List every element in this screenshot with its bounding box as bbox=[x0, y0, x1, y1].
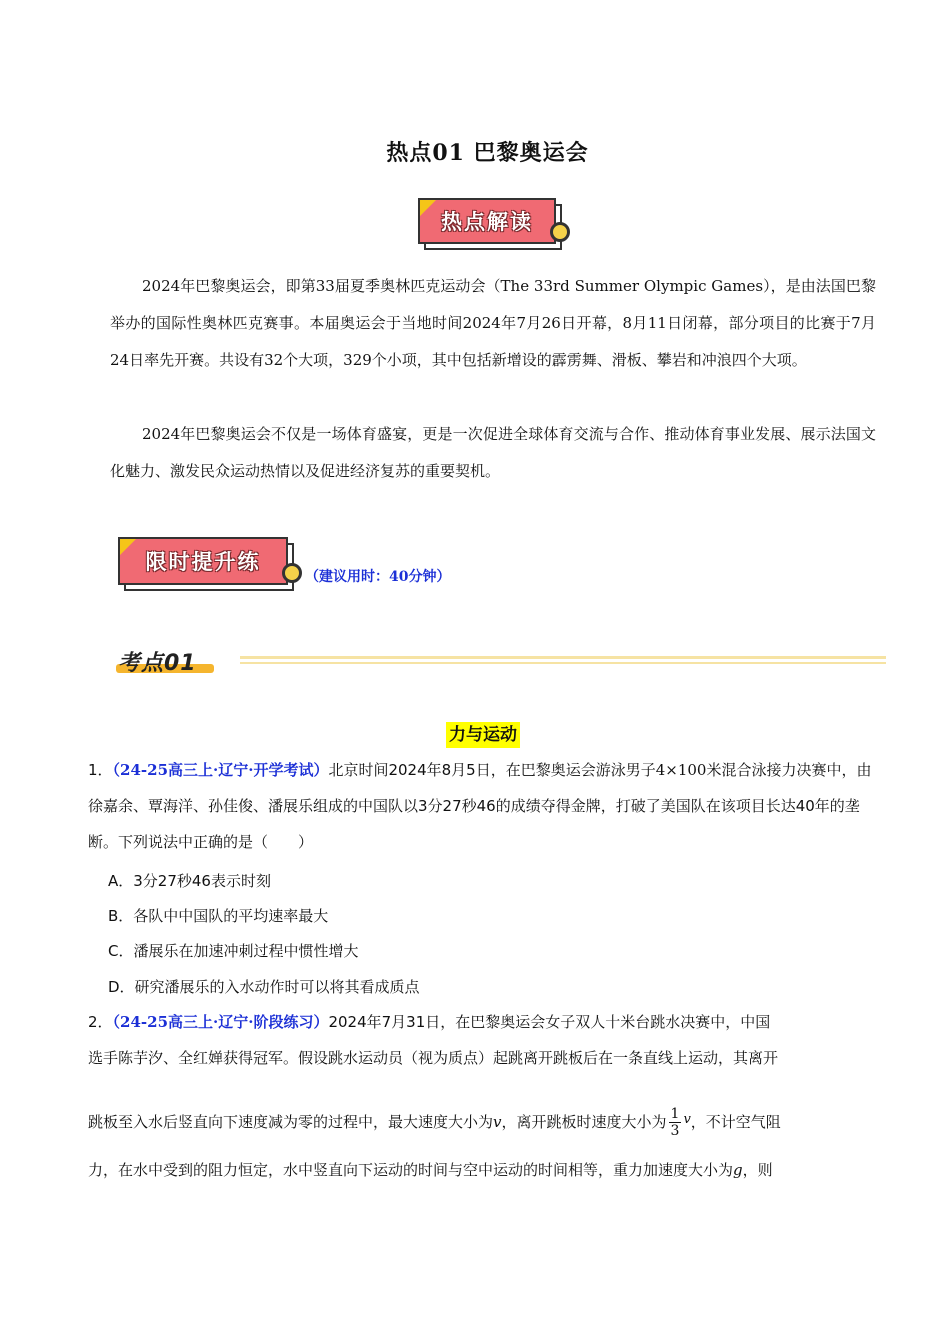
option-a: A．3分27秒46表示时刻 bbox=[108, 872, 271, 890]
question-text: 北京时间2024年8月5日，在巴黎奥运会游泳男子 bbox=[328, 761, 656, 779]
fraction bbox=[669, 1106, 682, 1139]
question-text: ，则 bbox=[742, 1161, 773, 1179]
fraction-numerator: 1 bbox=[670, 1106, 680, 1122]
divider-line bbox=[240, 656, 886, 659]
banner-label: 热点解读 bbox=[418, 198, 556, 244]
question-2 bbox=[88, 1004, 878, 1076]
fraction-denominator: 3 bbox=[670, 1123, 680, 1139]
option-c: C．潘展乐在加速冲刺过程中惯性增大 bbox=[108, 942, 359, 960]
question-1 bbox=[88, 752, 878, 860]
option-d: D．研究潘展乐的入水动作时可以将其看成质点 bbox=[108, 978, 420, 996]
hotspot-reading-banner bbox=[418, 198, 556, 244]
ring-icon bbox=[550, 222, 570, 242]
exam-point-label: 考点01 bbox=[118, 651, 197, 676]
page-title: 热点01 巴黎奥运会 bbox=[386, 140, 589, 166]
question-number: 2． bbox=[88, 1013, 113, 1031]
question-text: ，不计空气阻 bbox=[690, 1113, 781, 1131]
question-source: （24-25高三上·辽宁·开学考试） bbox=[112, 761, 329, 779]
question-text: 跳板至入水后竖直向下速度减为零的过程中，最大速度大小为 bbox=[88, 1113, 494, 1131]
question-2-line-4 bbox=[88, 1152, 878, 1188]
pin-icon bbox=[420, 200, 436, 216]
divider-line bbox=[240, 662, 886, 664]
timed-practice-banner bbox=[118, 537, 288, 585]
option-b: B．各队中中国队的平均速率最大 bbox=[108, 907, 329, 925]
question-line bbox=[88, 1004, 878, 1040]
question-text: 力，在水中受到的阻力恒定，水中竖直向下运动的时间与空中运动的时间相等，重力加速度大小为 bbox=[88, 1161, 734, 1179]
intro-paragraph-1: 2024年巴黎奥运会，即第33届夏季奥林匹克运动会（The 33rd Summer Olympic Games），是由法国巴黎举办的国际性奥林匹克赛事。本届奥运会于当地时间2024年7月26日开幕，8月11日闭幕，部分项目的比赛于7月24日率先开赛。共设有32个大项，329个小项，其中包括新增设的霹雳舞、滑板、攀岩和冲浪四个大项。 bbox=[110, 277, 876, 369]
question-line: 选手陈芋汐、全红婵获得冠军。假设跳水运动员（视为质点）起跳离开跳板后在一条直线上运动，其离开 bbox=[88, 1049, 779, 1067]
intro-paragraph-2: 2024年巴黎奥运会不仅是一场体育盛宴，更是一次促进全球体育交流与合作、推动体育事业发展、展示法国文化魅力、激发民众运动热情以及促进经济复苏的重要契机。 bbox=[110, 425, 876, 480]
variable-v: v bbox=[683, 1112, 691, 1127]
pin-icon bbox=[120, 539, 136, 555]
variable-v: v bbox=[493, 1113, 502, 1131]
banner-label: 限时提升练 bbox=[118, 537, 288, 585]
ring-icon bbox=[282, 563, 302, 583]
question-number: 1． bbox=[88, 761, 113, 779]
math-expression: 4×100 bbox=[655, 761, 707, 779]
question-source: （24-25高三上·辽宁·阶段练习） bbox=[112, 1013, 329, 1031]
section-title: 力与运动 bbox=[446, 722, 520, 748]
question-text: 米混合泳接力决赛中，由徐嘉余、覃海洋、孙佳俊、潘展乐组成的中国队以3分27秒46的成绩夺得金牌，打破了美国队在该项目长达40年的垄断。下列说法中正确的是（ ） bbox=[88, 761, 872, 851]
suggested-time: （建议用时：40分钟） bbox=[305, 569, 451, 585]
question-2-line-3 bbox=[88, 1098, 878, 1144]
question-text: 2024年7月31日，在巴黎奥运会女子双人十米台跳水决赛中，中国 bbox=[328, 1013, 771, 1031]
question-text: ，离开跳板时速度大小为 bbox=[501, 1113, 667, 1131]
variable-g: g bbox=[733, 1161, 743, 1179]
